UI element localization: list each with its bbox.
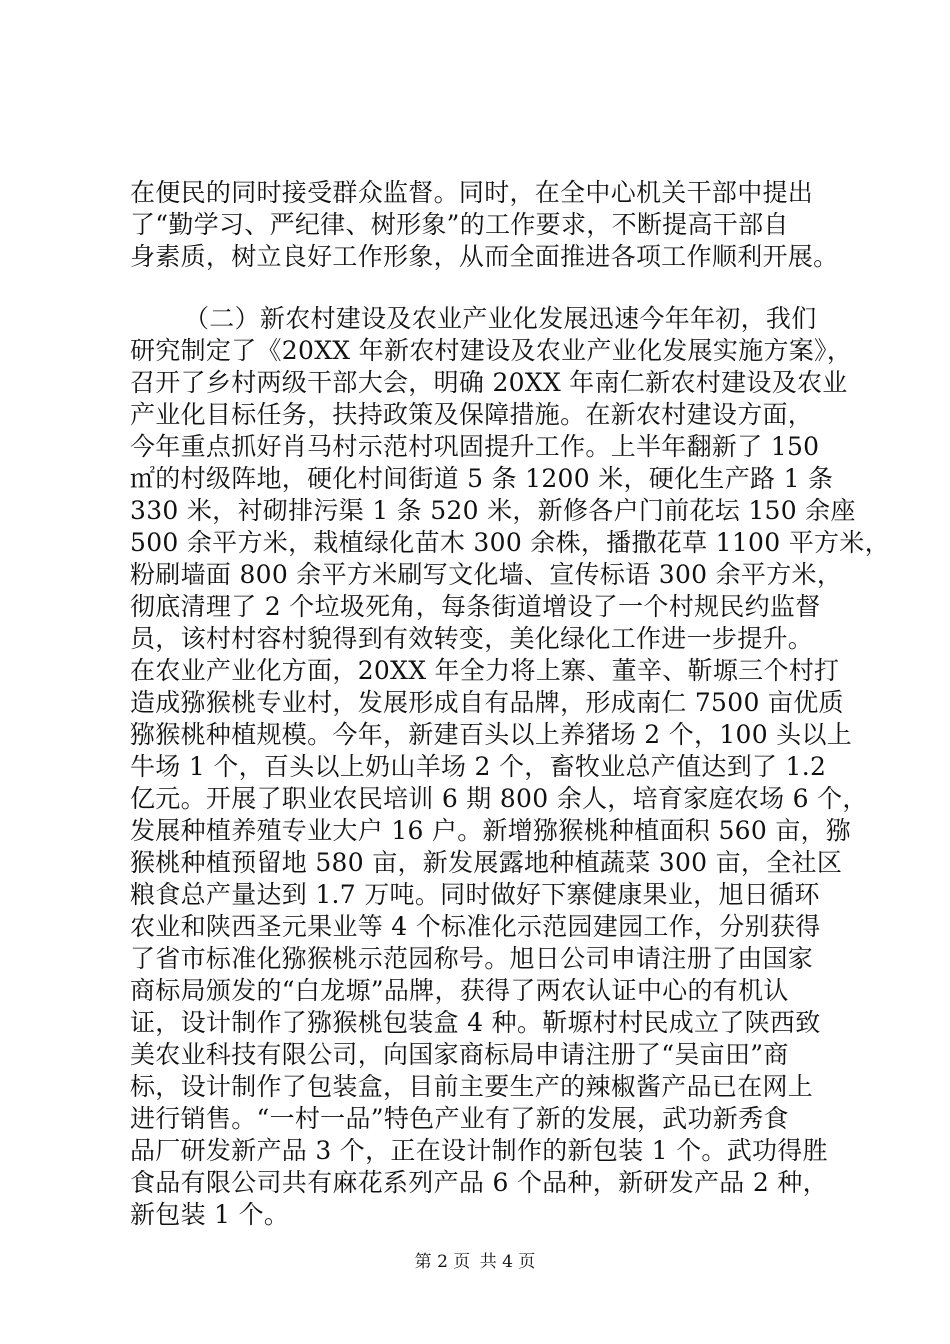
text-line: ㎡的村级阵地，硬化村间街道 5 条 1200 米，硬化生产路 1 条 (130, 464, 834, 493)
text-line: 牛场 1 个，百头以上奶山羊场 2 个，畜牧业总产值达到了 1.2 (130, 752, 827, 781)
text-line: 标，设计制作了包装盒，目前主要生产的辣椒酱产品已在网上 (130, 1072, 814, 1101)
text-line: 农业和陕西圣元果业等 4 个标准化示范园建园工作，分别获得 (130, 912, 821, 941)
text-line: 商标局颁发的“白龙塬”品牌，获得了两农认证中心的有机认 (130, 976, 789, 1005)
text-line: 召开了乡村两级干部大会，明确 20XX 年南仁新农村建设及农业 (130, 368, 848, 397)
page-total: 共 4 页 (479, 1252, 536, 1272)
text-line: 发展种植养殖专业大户 16 户。新增猕猴桃种植面积 560 亩，猕 (130, 816, 852, 845)
text-line: 500 余平方米，栽植绿化苗木 300 余株，播撒花草 1100 平方米， (130, 528, 890, 557)
text-line: 研究制定了《20XX 年新农村建设及农业产业化发展实施方案》， (130, 336, 853, 365)
text-line: 食品有限公司共有麻花系列产品 6 个品种，新研发产品 2 种， (130, 1168, 828, 1197)
page-footer (0, 1252, 950, 1272)
text-line: 品厂研发新产品 3 个，正在设计制作的新包装 1 个。武功得胜 (130, 1136, 828, 1165)
text-line: 彻底清理了 2 个垃圾死角，每条街道增设了一个村规民约监督 (130, 592, 821, 621)
text-line: 粉刷墙面 800 余平方米刷写文化墙、宣传标语 300 余平方米， (130, 560, 843, 589)
text-line: 了省市标准化猕猴桃示范园称号。旭日公司申请注册了由国家 (130, 944, 814, 973)
text-line: 了“勤学习、严纪律、树形象”的工作要求，不断提高干部自 (130, 210, 789, 239)
text-line: 猴桃种植预留地 580 亩，新发展露地种植蔬菜 300 亩，全社区 (130, 848, 843, 877)
text-line: 身素质，树立良好工作形象，从而全面推进各项工作顺利开展。 (130, 242, 839, 271)
text-line: 证，设计制作了猕猴桃包装盒 4 种。靳塬村村民成立了陕西致 (130, 1008, 821, 1037)
text-line: 造成猕猴桃专业村，发展形成自有品牌，形成南仁 7500 亩优质 (130, 688, 844, 717)
text-line: （二）新农村建设及农业产业化发展迅速今年年初，我们 (184, 304, 817, 333)
text-line: 在农业产业化方面，20XX 年全力将上寨、董辛、靳塬三个村打 (130, 656, 840, 685)
page-number: 第 2 页 (414, 1252, 471, 1272)
text-line: 员，该村村容村貌得到有效转变，美化绿化工作进一步提升。 (130, 624, 814, 653)
text-line: 进行销售。“一村一品”特色产业有了新的发展，武功新秀食 (130, 1104, 789, 1133)
text-line: 产业化目标任务，扶持政策及保障措施。在新农村建设方面， (130, 400, 814, 429)
text-line: 美农业科技有限公司，向国家商标局申请注册了“吴亩田”商 (130, 1040, 789, 1069)
text-line: 新包装 1 个。 (130, 1200, 290, 1229)
text-line: 在便民的同时接受群众监督。同时，在全中心机关干部中提出 (130, 178, 814, 207)
text-line: 粮食总产量达到 1.7 万吨。同时做好下寨健康果业，旭日循环 (130, 880, 820, 909)
text-line: 330 米，衬砌排污渠 1 条 520 米，新修各户门前花坛 150 余座 (130, 496, 856, 525)
text-line: 猕猴桃种植规模。今年，新建百头以上养猪场 2 个，100 头以上 (130, 720, 853, 749)
text-line: 今年重点抓好肖马村示范村巩固提升工作。上半年翻新了 150 (130, 432, 820, 461)
text-line: 亿元。开展了职业农民培训 6 期 800 余人，培育家庭农场 6 个， (130, 784, 868, 813)
